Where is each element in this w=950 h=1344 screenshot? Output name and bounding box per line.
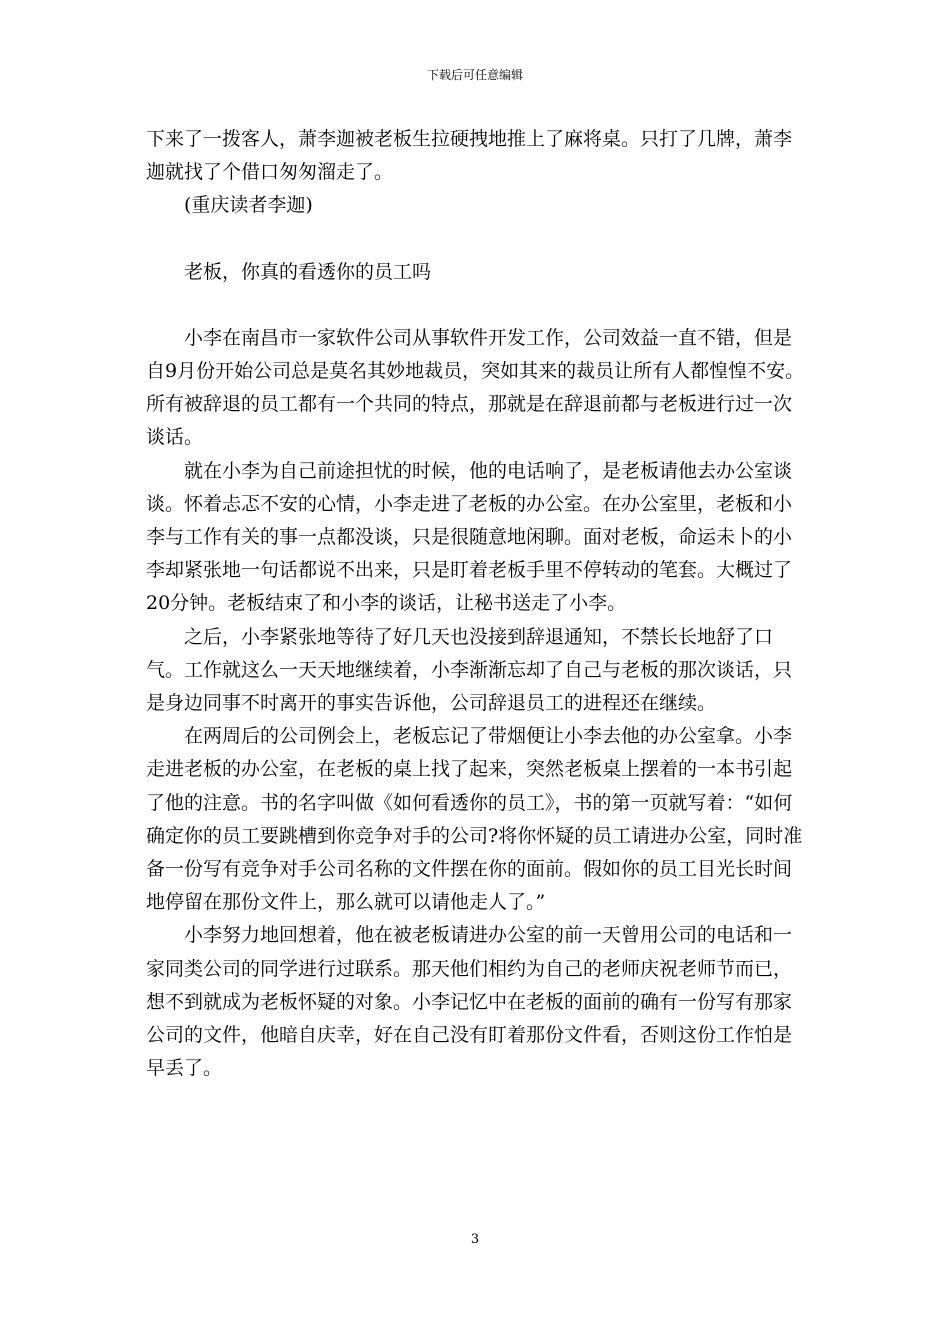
blank-line <box>146 289 810 322</box>
reader-credit: (重庆读者李迦) <box>184 194 313 217</box>
blank-line <box>146 223 810 256</box>
paragraph: 就在小李为自己前途担忧的时候，他的电话响了，是老板请他去办公室谈谈。怀着忐忑不安的心情，小李走进了老板的办公室。在办公室里，老板和小李与工作有关的事一点都没谈，只是很随意地闲聊。面对老板，命运未卜的小李却紧张地一句话都说不出来，只是盯着老板手里不停转动的笔套。大概过了20分钟。老板结束了和小李的谈话，让秘书送走了小李。 <box>146 459 793 615</box>
paragraph: 小李努力地回想着，他在被老板请进办公室的前一天曾用公司的电话和一家同类公司的同学进行过联系。那天他们相约为自己的老师庆祝老师节而已，想不到就成为老板怀疑的对象。小李记忆中在老板的面前的确有一份写有那家公司的文件，他暗自庆幸，好在自己没有盯着那份文件看，否则这份工作怕是早丢了。 <box>146 924 793 1080</box>
page-number: 3 <box>470 1232 480 1247</box>
document-body <box>146 123 810 1085</box>
paragraph: 在两周后的公司例会上，老板忘记了带烟便让小李去他的办公室拿。小李走进老板的办公室，在老板的桌上找了起来，突然老板桌上摆着的一本书引起了他的注意。书的名字叫做《如何看透你的员工》，书的第一页就写着：“如何确定你的员工要跳槽到你竞争对手的公司?将你怀疑的员工请进办公室，同时准备一份写有竞争对手公司名称的文件摆在你的面前。假如你的员工目光长时间地停留在那份文件上，那么就可以请他走人了。” <box>146 725 803 914</box>
paragraph: 下来了一拨客人，萧李迦被老板生拉硬拽地推上了麻将桌。只打了几牌，萧李迦就找了个借口匆匆溜走了。 <box>146 128 793 184</box>
paragraph: 小李在南昌市一家软件公司从事软件开发工作，公司效益一直不错，但是自9月份开始公司总是莫名其妙地裁员，突如其来的裁员让所有人都惶惶不安。所有被辞退的员工都有一个共同的特点，那就是在辞退前都与老板进行过一次谈话。 <box>146 326 805 449</box>
paragraph: 之后，小李紧张地等待了好几天也没接到辞退通知，不禁长长地舒了口气。工作就这么一天天地继续着，小李渐渐忘却了自己与老板的那次谈话，只是身边同事不时离开的事实告诉他，公司辞退员工的进程还在继续。 <box>146 625 793 715</box>
page-header: 下载后可任意编辑 <box>426 68 523 82</box>
article-title: 老板，你真的看透你的员工吗 <box>184 260 432 283</box>
